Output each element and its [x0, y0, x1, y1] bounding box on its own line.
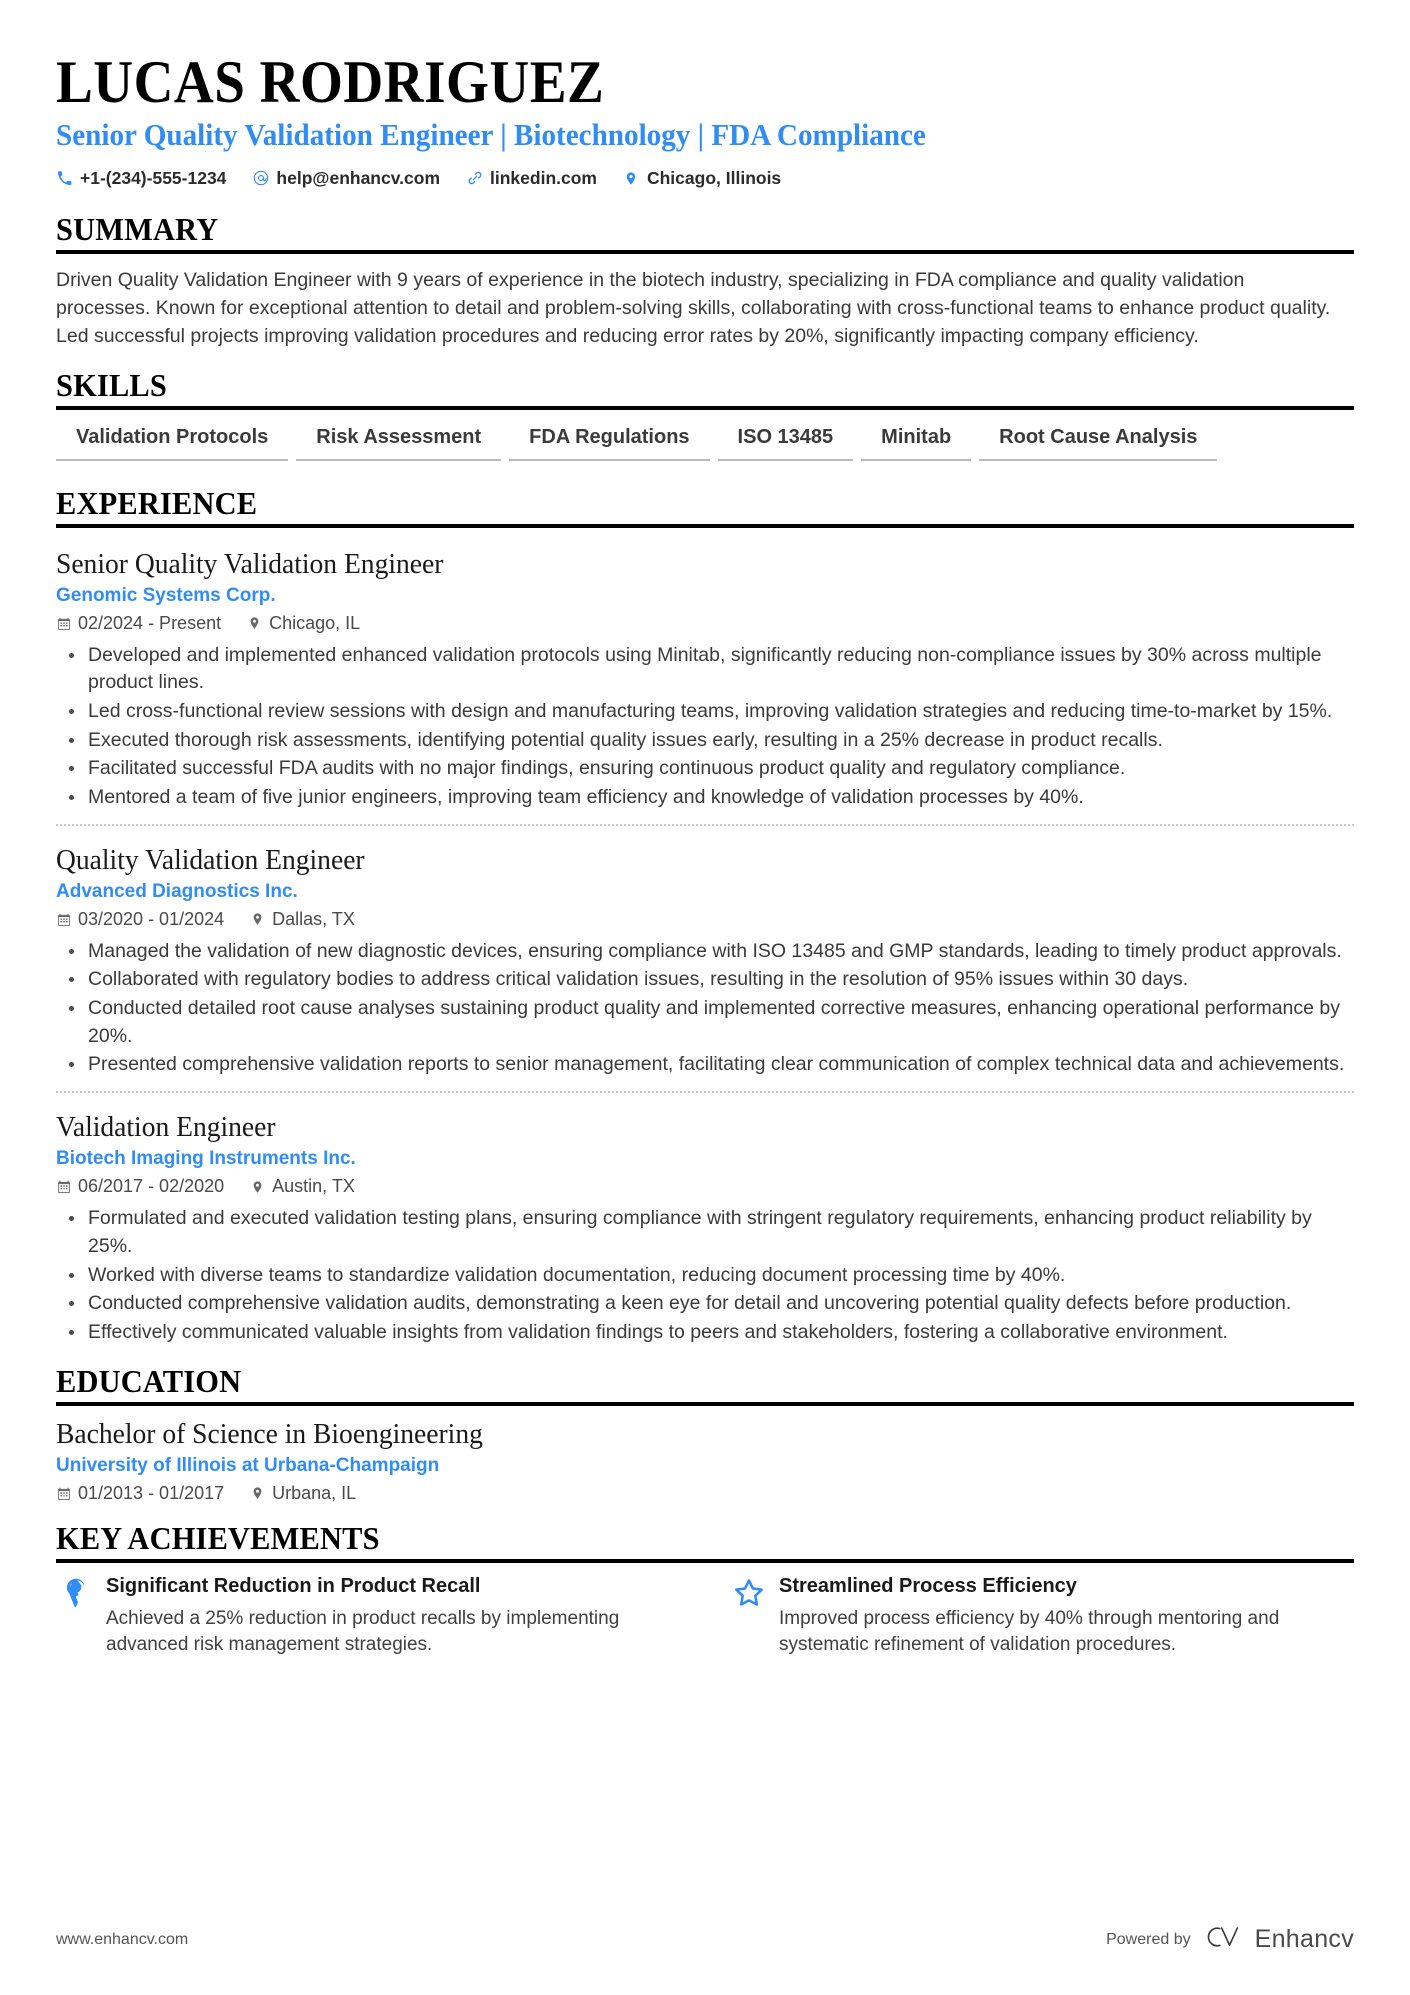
achievements-grid	[56, 1575, 1354, 1659]
footer-branding	[1106, 1924, 1354, 1955]
job-location-text: Chicago, IL	[269, 612, 361, 633]
section-divider	[56, 524, 1354, 528]
job-title: Quality Validation Engineer	[56, 843, 365, 876]
phone-icon	[56, 170, 73, 187]
skills-section-title: SKILLS	[56, 366, 167, 403]
enhancv-brand	[1205, 1924, 1354, 1955]
contact-email[interactable]	[252, 168, 440, 189]
achievement-body	[96, 1575, 681, 1659]
education-meta	[56, 1483, 1354, 1504]
bullet-item: Developed and implemented enhanced validation protocols using Minitab, significantly reducing non-compliance issues by 30% across multiple product lines.	[86, 642, 1354, 697]
powered-by-label: Powered by	[1106, 1930, 1191, 1948]
job-title: Validation Engineer	[56, 1111, 276, 1144]
bullet-item: Worked with diverse teams to standardize validation documentation, reducing document processing time by 40%.	[86, 1262, 1354, 1290]
education-school[interactable]: University of Illinois at Urbana-Champaign	[56, 1454, 440, 1476]
education-location	[250, 1483, 356, 1504]
location-pin-icon	[250, 1179, 265, 1195]
link-icon	[466, 170, 483, 187]
job-dates	[56, 613, 221, 634]
bullet-item: Managed the validation of new diagnostic devices, ensuring compliance with ISO 13485 and GMP standards, leading to timely product approvals.	[86, 938, 1354, 966]
footer-url[interactable]: www.enhancv.com	[56, 1930, 189, 1948]
experience-section	[56, 485, 1354, 1347]
achievement-body	[769, 1575, 1354, 1659]
skill-chip: Risk Assessment	[296, 422, 501, 461]
contact-location	[623, 168, 781, 189]
achievements-section-title: KEY ACHIEVEMENTS	[56, 1519, 380, 1556]
skills-section	[56, 367, 1354, 469]
achievement-title: Significant Reduction in Product Recall	[106, 1574, 481, 1597]
bullet-item: Formulated and executed validation testing plans, ensuring compliance with stringent regulatory requirements, enhancing product reliability by 25%.	[86, 1205, 1354, 1260]
achievement-title: Streamlined Process Efficiency	[779, 1574, 1077, 1597]
job-title: Senior Quality Validation Engineer	[56, 547, 444, 580]
bullet-item: Mentored a team of five junior engineers, improving team efficiency and knowledge of validation processes by 40%.	[86, 784, 1354, 812]
contact-phone[interactable]	[56, 168, 226, 189]
education-entry	[56, 1418, 1354, 1504]
summary-text: Driven Quality Validation Engineer with 9 years of experience in the biotech industry, specializing in FDA compliance and quality validation processes. Known for exceptional attention to detail and problem-solving skills, collaborating with cross-functional teams to enhance product quality. Led successful projects improving validation procedures and reducing error rates by 20%, significantly impacting company efficiency.	[56, 268, 1331, 348]
summary-section	[56, 211, 1354, 351]
location-pin-icon	[623, 170, 640, 187]
contact-link-text: linkedin.com	[490, 167, 597, 188]
section-divider	[56, 406, 1354, 410]
job-location	[247, 613, 360, 634]
job-meta	[56, 1176, 1354, 1197]
experience-entry	[56, 836, 1354, 1079]
education-section	[56, 1363, 1354, 1504]
skill-chip: FDA Regulations	[509, 422, 709, 461]
bullet-item: Conducted comprehensive validation audits, demonstrating a keen eye for detail and uncovering potential quality defects before production.	[86, 1290, 1354, 1318]
bullet-item: Effectively communicated valuable insights from validation findings to peers and stakeholders, fostering a collaborative environment.	[86, 1319, 1354, 1347]
job-bullets	[56, 1205, 1354, 1346]
calendar-icon	[56, 1179, 71, 1195]
contact-phone-text: +1-(234)-555-1234	[80, 167, 227, 188]
bullet-item: Presented comprehensive validation reports to senior management, facilitating clear communication of complex technical data and achievements.	[86, 1051, 1354, 1079]
resume-header	[56, 49, 1354, 189]
enhancv-brand-name: Enhancv	[1254, 1925, 1354, 1953]
contact-location-text: Chicago, Illinois	[646, 167, 782, 188]
contact-link[interactable]	[466, 168, 597, 189]
achievement-item	[729, 1575, 1354, 1659]
achievements-section	[56, 1520, 1354, 1659]
job-dates-text: 03/2020 - 01/2024	[78, 908, 225, 929]
education-location-text: Urbana, IL	[272, 1482, 357, 1503]
page-footer	[56, 1924, 1354, 1955]
experience-entry	[56, 1103, 1354, 1346]
job-company[interactable]: Genomic Systems Corp.	[56, 584, 276, 606]
education-degree: Bachelor of Science in Bioengineering	[56, 1417, 483, 1450]
job-bullets	[56, 938, 1354, 1079]
job-dates	[56, 909, 224, 930]
pin-drop-icon	[56, 1575, 96, 1609]
calendar-icon	[56, 911, 71, 927]
job-company[interactable]: Biotech Imaging Instruments Inc.	[56, 1148, 356, 1170]
skills-list	[56, 422, 1354, 469]
calendar-icon	[56, 615, 71, 631]
contact-email-text: help@enhancv.com	[276, 167, 441, 188]
candidate-headline: Senior Quality Validation Engineer | Biotechnology | FDA Compliance	[56, 117, 926, 153]
bullet-item: Facilitated successful FDA audits with no major findings, ensuring continuous product quality and regulatory compliance.	[86, 755, 1354, 783]
email-icon	[252, 170, 269, 187]
education-dates-text: 01/2013 - 01/2017	[78, 1482, 225, 1503]
job-location	[250, 1176, 355, 1197]
section-divider	[56, 1559, 1354, 1563]
section-divider	[56, 1402, 1354, 1406]
candidate-name: LUCAS RODRIGUEZ	[56, 49, 605, 115]
location-pin-icon	[250, 1485, 265, 1501]
education-dates	[56, 1483, 224, 1504]
job-bullets	[56, 642, 1354, 812]
calendar-icon	[56, 1485, 71, 1501]
achievement-item	[56, 1575, 681, 1659]
entry-separator	[56, 824, 1354, 826]
achievement-description: Achieved a 25% reduction in product recalls by implementing advanced risk management strategies.	[106, 1607, 620, 1656]
star-outline-icon	[729, 1575, 769, 1609]
location-pin-icon	[247, 615, 262, 631]
bullet-item: Collaborated with regulatory bodies to address critical validation issues, resulting in the resolution of 95% issues within 30 days.	[86, 966, 1354, 994]
achievement-description: Improved process efficiency by 40% through mentoring and systematic refinement of validation procedures.	[779, 1607, 1280, 1656]
job-dates-text: 02/2024 - Present	[78, 612, 222, 633]
bullet-item: Conducted detailed root cause analyses sustaining product quality and implemented corrective measures, enhancing operational performance by 20%.	[86, 995, 1354, 1050]
entry-separator	[56, 1091, 1354, 1093]
location-pin-icon	[250, 911, 265, 927]
experience-entry	[56, 540, 1354, 812]
job-meta	[56, 909, 1354, 930]
job-location	[250, 909, 355, 930]
job-meta	[56, 613, 1354, 634]
education-section-title: EDUCATION	[56, 1362, 242, 1399]
enhancv-logo-icon	[1205, 1924, 1247, 1955]
job-location-text: Austin, TX	[272, 1176, 355, 1197]
bullet-item: Executed thorough risk assessments, identifying potential quality issues early, resulting in a 25% decrease in product recalls.	[86, 727, 1354, 755]
skill-chip: Validation Protocols	[56, 422, 288, 461]
skill-chip: Minitab	[861, 422, 971, 461]
summary-section-title: SUMMARY	[56, 210, 219, 247]
skill-chip: Root Cause Analysis	[979, 422, 1217, 461]
job-company[interactable]: Advanced Diagnostics Inc.	[56, 880, 298, 902]
job-dates-text: 06/2017 - 02/2020	[78, 1176, 225, 1197]
job-dates	[56, 1176, 224, 1197]
skill-chip: ISO 13485	[718, 422, 854, 461]
bullet-item: Led cross-functional review sessions with design and manufacturing teams, improving validation strategies and reducing time-to-market by 15%.	[86, 698, 1354, 726]
experience-section-title: EXPERIENCE	[56, 484, 258, 521]
job-location-text: Dallas, TX	[272, 908, 355, 929]
section-divider	[56, 250, 1354, 254]
contact-row	[56, 168, 1354, 189]
